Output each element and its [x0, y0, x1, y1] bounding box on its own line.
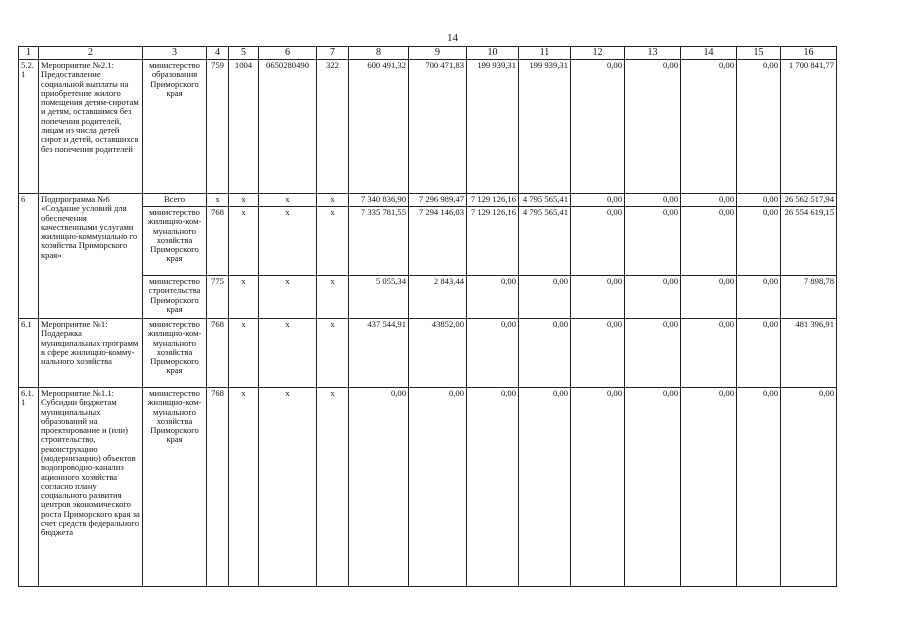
- column-header: 14: [681, 47, 737, 60]
- row-value-col8: 7 335 781,55: [349, 207, 409, 276]
- row-value-col9: 2 843,44: [409, 276, 467, 319]
- row-value-col16: 481 396,91: [781, 319, 837, 388]
- row-value-col14: 0,00: [681, 388, 737, 587]
- row-grbs: х: [207, 194, 229, 207]
- row-value-col14: 0,00: [681, 276, 737, 319]
- column-header: 6: [259, 47, 317, 60]
- table-row-5-2-1: [19, 60, 837, 194]
- row-value-col16: 7 898,78: [781, 276, 837, 319]
- column-header: 13: [625, 47, 681, 60]
- row-grbs: 768: [207, 207, 229, 276]
- row-value-col9: 7 296 989,47: [409, 194, 467, 207]
- row-value-col13: 0,00: [625, 194, 681, 207]
- row-value-col14: 0,00: [681, 207, 737, 276]
- table-row-6-1: [19, 319, 837, 388]
- row-value-col9: 7 294 146,03: [409, 207, 467, 276]
- table-row-6-total: [19, 194, 837, 207]
- column-header: 12: [571, 47, 625, 60]
- row-csr: 0650280490: [259, 60, 317, 194]
- column-header: 9: [409, 47, 467, 60]
- column-header: 2: [39, 47, 143, 60]
- row-grbs: 759: [207, 60, 229, 194]
- row-value-col10: 7 129 126,16: [467, 207, 519, 276]
- row-csr: х: [259, 319, 317, 388]
- table-row-6-1-1: [19, 388, 837, 587]
- row-value-col13: 0,00: [625, 60, 681, 194]
- column-header: 10: [467, 47, 519, 60]
- row-vr: х: [317, 276, 349, 319]
- row-organization: Всего: [143, 194, 207, 207]
- row-value-col11: 199 939,31: [519, 60, 571, 194]
- row-value-col14: 0,00: [681, 60, 737, 194]
- row-value-col15: 0,00: [737, 207, 781, 276]
- row-code: 6.1.1: [19, 388, 39, 587]
- row-rzpr: х: [229, 194, 259, 207]
- row-value-col8: 437 544,91: [349, 319, 409, 388]
- row-grbs: 768: [207, 388, 229, 587]
- column-header: 8: [349, 47, 409, 60]
- row-value-col12: 0,00: [571, 388, 625, 587]
- row-rzpr: х: [229, 319, 259, 388]
- row-value-col12: 0,00: [571, 60, 625, 194]
- column-header: 11: [519, 47, 571, 60]
- row-value-col13: 0,00: [625, 207, 681, 276]
- row-organization: министерство жилищно-ком-мунального хозяйства Приморского края: [143, 388, 207, 587]
- row-csr: х: [259, 388, 317, 587]
- row-value-col13: 0,00: [625, 388, 681, 587]
- row-name: Мероприятие №1: Поддержка муниципальных программ в сфере жилищно-комму-нального хозяйства: [39, 319, 143, 388]
- row-value-col15: 0,00: [737, 319, 781, 388]
- row-value-col9: 43852,00: [409, 319, 467, 388]
- column-header: 7: [317, 47, 349, 60]
- row-organization: министерство жилищно-ком-мунального хозяйства Приморского края: [143, 207, 207, 276]
- row-value-col16: 0,00: [781, 388, 837, 587]
- row-value-col9: 700 471,83: [409, 60, 467, 194]
- row-organization: министерство строительства Приморского края: [143, 276, 207, 319]
- row-vr: х: [317, 319, 349, 388]
- column-header: 16: [781, 47, 837, 60]
- row-value-col12: 0,00: [571, 319, 625, 388]
- row-value-col11: 0,00: [519, 319, 571, 388]
- row-value-col14: 0,00: [681, 319, 737, 388]
- row-value-col11: 0,00: [519, 276, 571, 319]
- row-csr: х: [259, 194, 317, 207]
- row-rzpr: х: [229, 388, 259, 587]
- row-value-col10: 199 939,31: [467, 60, 519, 194]
- row-value-col11: 4 795 565,41: [519, 194, 571, 207]
- row-value-col15: 0,00: [737, 388, 781, 587]
- column-header: 4: [207, 47, 229, 60]
- row-value-col13: 0,00: [625, 276, 681, 319]
- row-vr: 322: [317, 60, 349, 194]
- row-value-col10: 7 129 126,16: [467, 194, 519, 207]
- column-number-row: [19, 47, 837, 60]
- row-value-col16: 26 554 619,15: [781, 207, 837, 276]
- row-value-col16: 1 700 841,77: [781, 60, 837, 194]
- row-rzpr: х: [229, 207, 259, 276]
- row-organization: министерство образования Приморского края: [143, 60, 207, 194]
- row-csr: х: [259, 276, 317, 319]
- row-value-col8: 5 055,34: [349, 276, 409, 319]
- page-number: 14: [447, 32, 458, 44]
- row-value-col10: 0,00: [467, 276, 519, 319]
- row-value-col10: 0,00: [467, 388, 519, 587]
- row-value-col14: 0,00: [681, 194, 737, 207]
- row-vr: х: [317, 207, 349, 276]
- row-code: 6.1: [19, 319, 39, 388]
- budget-table: [18, 46, 837, 587]
- row-value-col11: 4 795 565,41: [519, 207, 571, 276]
- column-header: 1: [19, 47, 39, 60]
- row-value-col9: 0,00: [409, 388, 467, 587]
- row-value-col15: 0,00: [737, 194, 781, 207]
- column-header: 5: [229, 47, 259, 60]
- row-value-col8: 0,00: [349, 388, 409, 587]
- row-value-col12: 0,00: [571, 207, 625, 276]
- row-value-col11: 0,00: [519, 388, 571, 587]
- row-value-col15: 0,00: [737, 60, 781, 194]
- row-rzpr: х: [229, 276, 259, 319]
- row-code: 6: [19, 194, 39, 319]
- row-organization: министерство жилищно-ком-мунального хозяйства Приморского края: [143, 319, 207, 388]
- row-value-col12: 0,00: [571, 276, 625, 319]
- row-vr: х: [317, 388, 349, 587]
- row-value-col13: 0,00: [625, 319, 681, 388]
- column-header: 3: [143, 47, 207, 60]
- row-value-col10: 0,00: [467, 319, 519, 388]
- column-header: 15: [737, 47, 781, 60]
- row-grbs: 768: [207, 319, 229, 388]
- row-grbs: 775: [207, 276, 229, 319]
- row-rzpr: 1004: [229, 60, 259, 194]
- row-value-col8: 7 340 836,90: [349, 194, 409, 207]
- row-name: Мероприятие №1.1: Субсидии бюджетам муниципальных образований на проектирование и (или) строительство, реконструкцию (модернизацию) объектов водопроводно-канализ ационного хозяйства согласно плану социального развития центров экономического роста Приморского края за счет средств федерального бюджета: [39, 388, 143, 587]
- row-name: Подпрограмма №6 «Создание условий для обеспечения качественными услугами жилищно-коммунально го хозяйства Приморского края»: [39, 194, 143, 319]
- row-value-col16: 26 562 517,94: [781, 194, 837, 207]
- row-name: Мероприятие №2.1: Предоставление социальной выплаты на приобретение жилого помещения детям-сиротам и детям, оставшимся без попечения родителей, лицам из числа детей сирот и детей, оставшихся без попечения родителей: [39, 60, 143, 194]
- row-csr: х: [259, 207, 317, 276]
- row-value-col8: 600 491,32: [349, 60, 409, 194]
- row-vr: х: [317, 194, 349, 207]
- row-value-col15: 0,00: [737, 276, 781, 319]
- row-code: 5.2.1: [19, 60, 39, 194]
- row-value-col12: 0,00: [571, 194, 625, 207]
